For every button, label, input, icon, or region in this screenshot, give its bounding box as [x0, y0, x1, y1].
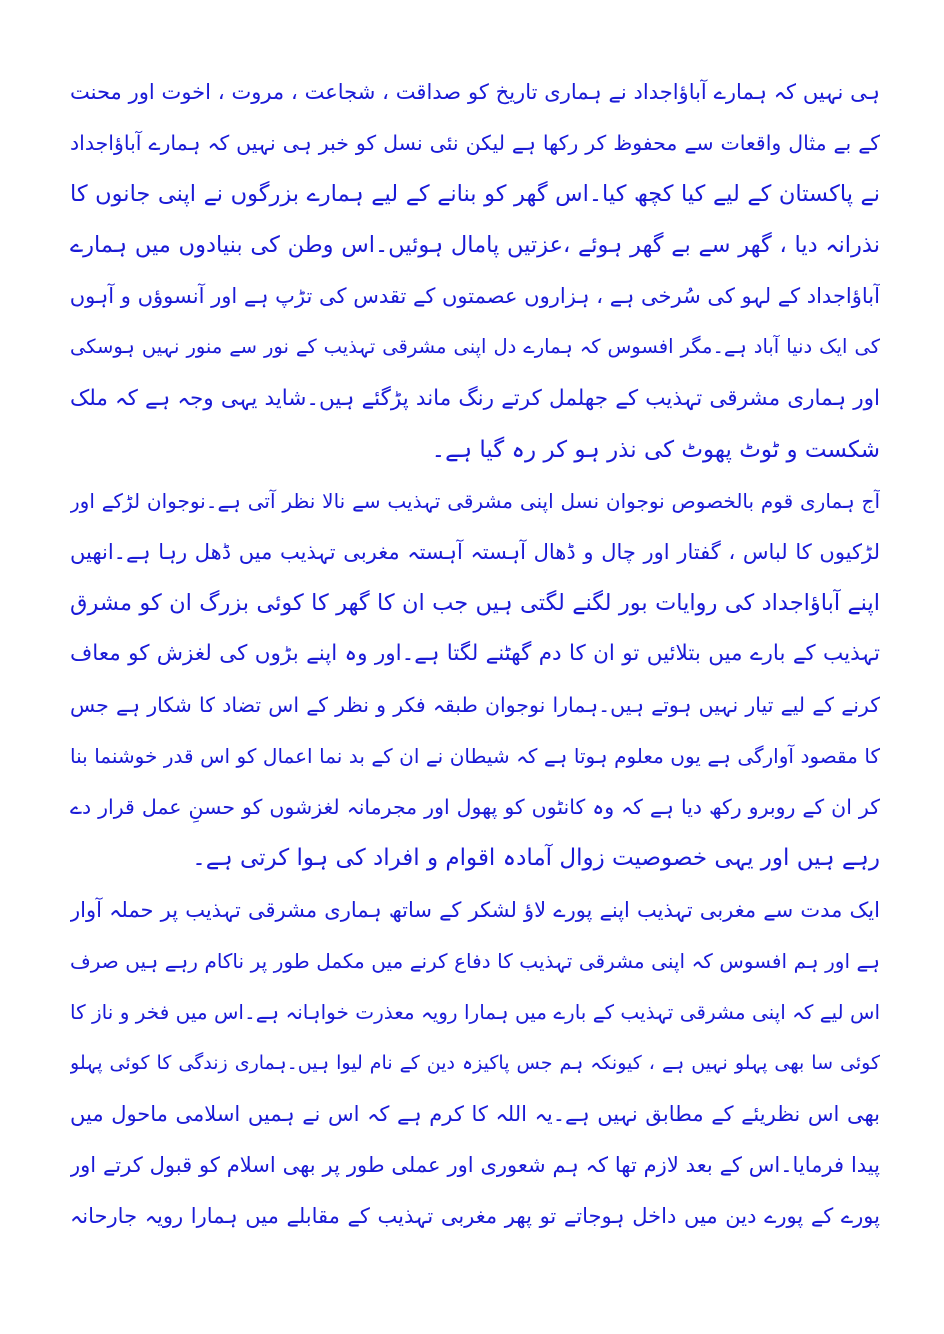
text-line: پیدا فرمایا۔اس کے بعد لازم تھا کہ ہم شعوری اور عملی طور پر بھی اسلام کو قبول کرتے اور — [70, 1152, 880, 1177]
text-line: تہذیب کے بارے میں بتلائیں تو ان کا دم گھٹنے لگتا ہے۔اور وہ اپنے بڑوں کی لغزش کو معاف — [70, 641, 880, 667]
text-line: بھی اس نظریئے کے مطابق نہیں ہے۔یہ اللہ کا کرم ہے کہ اس نے ہمیں اسلامی ماحول میں — [70, 1101, 880, 1126]
text-line: کا مقصود آوارگی ہے یوں معلوم ہوتا ہے کہ شیطان نے ان کے بد نما اعمال کو اس قدر خوشنما بنا — [70, 744, 880, 769]
text-line: کرنے کے لیے تیار نہیں ہوتے ہیں۔ہمارا نوجوان طبقہ فکر و نظر کے اس تضاد کا شکار ہے جس — [70, 693, 880, 718]
text-line: رہے ہیں اور یہی خصوصیت زوال آمادہ اقوام و افراد کی ہوا کرتی ہے۔ — [192, 845, 880, 872]
text-line: نذرانہ دیا ، گھر سے بے گھر ہوئے ،عزتیں پامال ہوئیں۔اس وطن کی بنیادوں میں ہمارے — [70, 232, 880, 259]
urdu-text-block — [70, 72, 880, 1247]
text-line: کر ان کے روبرو رکھ دیا ہے کہ وہ کانٹوں کو پھول اور مجرمانہ لغزشوں کو حسنِ عمل قرار دے — [70, 795, 880, 820]
text-line: ایک مدت سے مغربی تہذیب اپنے پورے لاؤ لشکر کے ساتھ ہماری مشرقی تہذیب پر حملہ آوار — [70, 897, 880, 922]
text-line: ہی نہیں کہ ہمارے آباؤاجداد نے ہماری تاریخ کو صداقت ، شجاعت ، مروت ، اخوت اور محنت — [70, 80, 880, 104]
text-line: لڑکیوں کا لباس ، گفتار اور چال و ڈھال آہستہ آہستہ مغربی تہذیب میں ڈھل رہا ہے۔انھیں — [70, 539, 880, 564]
text-line: کوئی سا بھی پہلو نہیں ہے ، کیونکہ ہم جس پاکیزہ دین کے نام لیوا ہیں۔ہماری زندگی کا کوئی پہلو — [70, 1051, 880, 1074]
text-line: اپنے آباؤاجداد کی روایات بور لگنے لگتی ہیں جب ان کا گھر کا کوئی بزرگ ان کو مشرق — [70, 589, 880, 616]
text-line: اور ہماری مشرقی تہذیب کے جھلمل کرتے رنگ ماند پڑگئے ہیں۔شاید یہی وجہ ہے کہ ملک — [70, 385, 880, 411]
text-line: شکست و ٹوٹ پھوٹ کی نذر ہو کر رہ گیا ہے۔ — [431, 436, 880, 463]
text-line: آج ہماری قوم بالخصوص نوجوان نسل اپنی مشرقی تہذیب سے نالا نظر آتی ہے۔نوجوان لڑکے اور — [70, 488, 880, 513]
text-line: کے بے مثال واقعات سے محفوظ کر رکھا ہے لیکن نئی نسل کو خبر ہی نہیں کہ ہمارے آباؤاجداد — [70, 131, 880, 156]
text-line: ہے اور ہم افسوس کہ اپنی مشرقی تہذیب کا دفاع کرنے میں مکمل طور پر ناکام رہے ہیں صرف — [70, 948, 880, 973]
text-line: پورے کے پورے دین میں داخل ہوجاتے تو پھر مغربی تہذیب کے مقابلے میں ہمارا رویہ جارحانہ — [70, 1204, 880, 1229]
text-line: اس لیے کہ اپنی مشرقی تہذیب کے بارے میں ہمارا رویہ معذرت خواہانہ ہے۔اس میں فخر و ناز کا — [70, 999, 880, 1024]
text-line: کی ایک دنیا آباد ہے۔مگر افسوس کہ ہمارے دل اپنی مشرقی تہذیب کے نور سے منور نہیں ہوسکی — [70, 335, 880, 359]
text-line: آباؤاجداد کے لہو کی سُرخی ہے ، ہزاروں عصمتوں کے تقدس کی تڑپ ہے اور آنسوؤں و آہوں — [70, 284, 880, 309]
text-line: نے پاکستان کے لیے کیا کچھ کیا۔اس گھر کو بنانے کے لیے ہمارے بزرگوں نے اپنی جانوں کا — [70, 181, 880, 208]
